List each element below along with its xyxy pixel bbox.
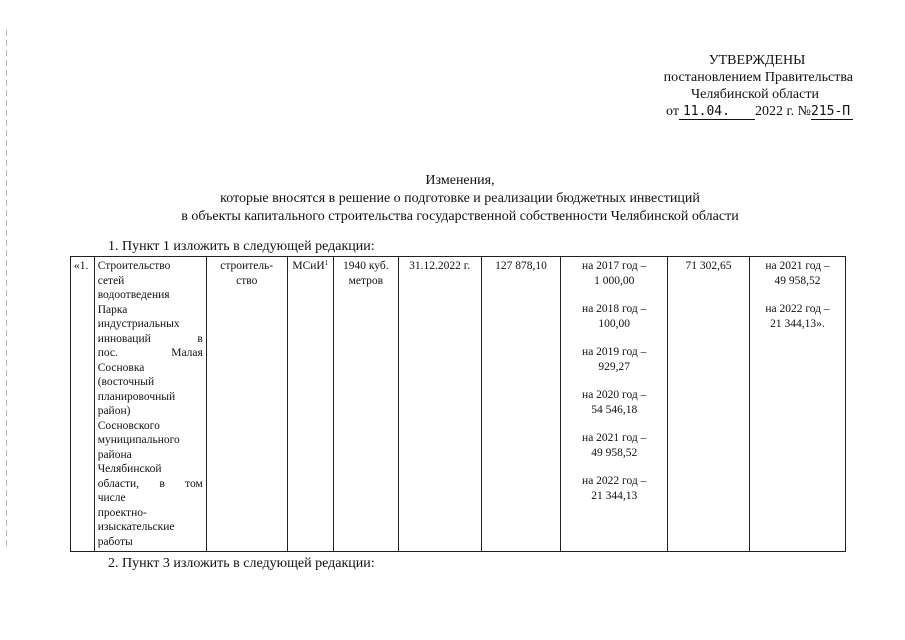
allocations-list — [753, 259, 842, 331]
object-name-line: планировочный — [97, 390, 176, 403]
year-label: на 2020 год – — [582, 389, 647, 401]
year-value: 54 546,18 — [591, 403, 638, 416]
decree-number: 215-П — [811, 105, 853, 120]
cost-by-year-list — [564, 259, 664, 503]
spacer — [564, 288, 664, 302]
capacity-cell: 1940 куб. метров — [333, 257, 398, 552]
year-label: на 2021 год – — [582, 432, 647, 444]
object-name-cell — [94, 257, 206, 552]
spacer — [753, 288, 842, 302]
object-name-line: муниципального — [97, 434, 180, 446]
object-name-line: Строительство — [97, 260, 171, 272]
page-margin-rule — [6, 30, 7, 550]
spacer — [564, 417, 664, 431]
year-label: на 2019 год – — [582, 346, 647, 358]
approval-stamp — [633, 52, 853, 120]
item-1-text: 1. Пункт 1 изложить в следующей редакции: — [108, 239, 375, 254]
heading-line-1: Изменения, — [425, 173, 495, 188]
object-name-line: Сосновка — [97, 361, 145, 374]
object-name-line: области, в том — [97, 477, 203, 490]
object-name-line: числе — [97, 492, 126, 504]
budget-amount-cell: 71 302,65 — [668, 257, 750, 552]
object-name-line: Парка — [97, 303, 128, 316]
object-name-line: сетей — [97, 274, 125, 287]
document-heading — [100, 172, 820, 226]
year-value: 21 344,13 — [591, 489, 638, 502]
object-name-line: (восточный — [97, 376, 155, 388]
year-value: 100,00 — [598, 317, 631, 330]
object-name-line: индустриальных — [97, 318, 180, 330]
year-label: на 2022 год – — [582, 475, 647, 487]
year-value: 1 000,00 — [594, 274, 635, 287]
deadline-cell: 31.12.2022 г. — [398, 257, 481, 552]
spacer — [564, 374, 664, 388]
spacer — [564, 460, 664, 474]
changes-table — [70, 256, 846, 552]
table-row — [71, 257, 846, 552]
date-prefix: от — [666, 104, 679, 119]
object-name-line: водоотведения — [97, 289, 170, 301]
agency-footnote: 1 — [324, 259, 329, 267]
year-label: на 2018 год – — [582, 303, 647, 315]
approval-date-line — [633, 103, 853, 120]
object-name-line: Сосновского — [97, 419, 160, 432]
total-cost-cell: 127 878,10 — [481, 257, 561, 552]
cost-by-year-cell — [561, 257, 668, 552]
object-name-line: изыскательские — [97, 521, 175, 533]
spacer — [564, 331, 664, 345]
item-2-text: 2. Пункт 3 изложить в следующей редакции: — [108, 556, 375, 571]
year-value: 49 958,52 — [774, 274, 821, 287]
date-year: 2022 г. № — [754, 104, 811, 119]
year-label: на 2021 год – — [765, 260, 830, 272]
agency-name: МСиИ — [292, 260, 325, 272]
object-name-line: проектно- — [97, 506, 147, 519]
year-value: 49 958,52 — [591, 446, 638, 459]
work-type-cell: строитель-ство — [206, 257, 287, 552]
object-name-line: района — [97, 448, 132, 461]
year-label: на 2017 год – — [582, 260, 647, 272]
year-value: 929,27 — [598, 360, 631, 373]
year-value: 21 344,13». — [770, 317, 825, 330]
allocations-cell — [749, 257, 845, 552]
heading-line-2: которые вносятся в решение о подготовке и реализации бюджетных инвестиций — [220, 191, 700, 206]
object-name-line: район) — [97, 405, 131, 417]
object-name — [98, 259, 203, 549]
heading-line-3: в объекты капитального строительства государственной собственности Челябинской области — [181, 209, 739, 224]
object-name-line: работы — [97, 535, 133, 548]
object-name-line: инноваций в — [97, 332, 203, 345]
approval-title: УТВЕРЖДЕНЫ — [708, 53, 806, 68]
row-number-cell: «1. — [71, 257, 95, 552]
approval-line-1: постановлением Правительства — [663, 70, 853, 85]
date-value: 11.04. — [679, 105, 755, 120]
object-name-line: Челябинской — [97, 463, 162, 475]
object-name-line: пос. Малая — [97, 347, 203, 359]
approval-line-2: Челябинской области — [691, 87, 819, 102]
agency-cell — [287, 257, 333, 552]
year-label: на 2022 год – — [765, 303, 830, 315]
